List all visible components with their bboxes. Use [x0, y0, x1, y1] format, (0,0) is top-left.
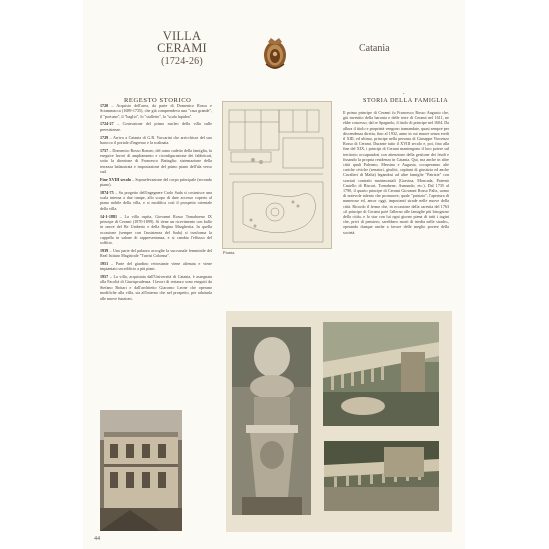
regesto-entry [100, 148, 212, 175]
villa-title [147, 30, 217, 68]
page-number: 44 [94, 536, 100, 542]
regesto-date: 1939 [100, 247, 109, 253]
title-years: (1724-26) [161, 56, 203, 67]
regesto-entry [100, 103, 212, 119]
title-line-2: CERAMI [157, 41, 207, 55]
regesto-description: – Domenico Rosso Romeo, del ramo cadetto della famiglia, fa eseguire lavori di ampliamento e riconfigurazione dei fabbricati, sotto la direzione di Francesco Battaglia: sistemazione della terrazza balaustrata e impostazione del primo piano dell'ala verso sud. [100, 147, 212, 174]
regesto-date: 1957 [100, 274, 109, 280]
regesto-description: – Arrivo a Catania di G.B. Vaccarini che arricchisce del suo barocco il portale d'ingresso e la scalinata. [100, 134, 212, 145]
regesto-text [100, 103, 212, 303]
regesto-date: 1757 [100, 147, 109, 153]
coat-of-arms-icon [262, 36, 288, 72]
regesto-entry [100, 214, 212, 246]
regesto-date: Fine XVIII secolo [100, 176, 132, 182]
regesto-entry [100, 177, 212, 188]
garden-courtyard-photo [324, 441, 439, 511]
floor-plan-drawing [222, 101, 332, 249]
regesto-description: – La villa ospita, Giovanni Rosso Tomaboeno IX principe di Cerami (1870-1899). Si tiene un ricevimento con ballo in onore del Re Umberto e della Regina Margherita. In quella occasione (sempre con l'assistenza del Sada) si trasforma la cappella in salone di rappresentanza, e si cambia l'effusso del soffitto. [100, 213, 212, 246]
section-marker: • [403, 91, 405, 96]
regesto-description: – Acquisto dell'area, da parte di Domenico Rosso e Sciammacca (1689-1735), che già comprendeva una "casa grande", il "portuno", il "baglio", lo "stalletto", la "scala lapidea". [100, 103, 212, 119]
regesto-entry [100, 190, 212, 211]
fountain-statue-photo [232, 327, 311, 515]
regesto-date: 1720 [100, 103, 109, 108]
regesto-description: – Su progetto dell'ingegnere Carlo Sada si costruisce una scala interna a due rampe, allo scopo di dare accesso coperto al piano nobile della villa, e si modifica così il prospetto orientale della villa. [100, 189, 212, 211]
famiglia-heading: STORIA DELLA FAMIGLIA [363, 97, 449, 104]
regesto-date: 1874-75 [100, 189, 114, 195]
regesto-description: – Uno parte del palazzo accoglie la succursale femminile del Real Istituto Magistrale "Turrisi Colonna". [100, 247, 212, 259]
regesto-entry [100, 261, 212, 272]
famiglia-text: Il primo principe di Cerami fu Francesco Rosso Angusto che, già investito della baronia e delle terre di Cerami nel 1611, ne ebbe concesso, dal re Spagnolo, il titolo di principe nel 1604. Da allora il titolo e proprietà vengono tramandate, quasi sempre per discendenza diretta, fino al 1932, anno in cui muore senza eredi il XIII, ed ultimo, principe nella persona di Giuseppe Vincenzo Rosso di Cerami. Durante tutto il XVIII secolo e, poi, fino alla fine del XIX, i principi di Cerami mantengono il loro potere sul territorio occupandosi con attenzione della gestione dei feudi e fissando la propria residenza in Catania. Qui, ma anche in altre città quali Palermo, Messina e Augusta, occuperanno alte cariche civiche (senatori, giudici, capitani di giustizia ed anche Cavalieri di Malta) legandosi ad altre famiglie "Patrizie" con svariati contratti matrimoniali (Gravina, Moncada, Paternò Castello di Biscari, Tornabene, Asmundo, etc.). Dal 1735 al 1790, il quarto principe di Cerami Giovanni Rosso Paliz, uomo di notevole talento che promuove, quale "patrizio", l'apertura di numerose ed, ancor oggi, importanti strade nelle nuove della città. Ricordo il fermo che, in occasione della carestia del 1763 «il principe di Cerami potè l'allerno alle famiglie più bisognose della città» e lo star con lui ogni giorno piena di tutti i tagini che, privi di pensiero, sarebbero morti di inedia nelle strade», operando dunque anche a favore delle meglio povere della società. [343, 110, 449, 235]
regesto-description: – Costruzione del primo nucleo della villa sulle preesistenze. [100, 121, 212, 132]
regesto-date: 14-1-1881 [100, 213, 118, 219]
title-line-1: VILLA [162, 29, 202, 43]
regesto-entry [100, 248, 212, 259]
regesto-entry [100, 121, 212, 132]
villa-facade-photo [100, 410, 182, 531]
regesto-entry [100, 135, 212, 146]
regesto-heading: REGESTO STORICO [124, 97, 192, 104]
regesto-date: 1951 [100, 261, 109, 267]
terrace-balustrade-photo [323, 322, 439, 426]
plan-caption: Pianta. [223, 250, 236, 255]
regesto-date: 1729 [100, 134, 109, 140]
regesto-entry [100, 274, 212, 301]
regesto-description: – Sopraelevazione del corpo principale (secondo piano). [100, 176, 212, 188]
city-name: Catania [359, 43, 390, 54]
regesto-description: – Parte del giardino retrostante viene alienata e viene impiantato un edificio a più piani. [100, 261, 212, 272]
regesto-date: 1724-27 [100, 121, 114, 127]
regesto-description: – La villa, acquistata dall'Università di Catania, è assegnata alla Facoltà di Giurisprudenza. I lavori di restauro sono eseguiti da Stefano Bottari e dall'architetto Giacomo Leone che operano modifiche alla villa, sia all'interno che nel prospetto, per adattarla alle nuove funzioni. [100, 274, 212, 301]
